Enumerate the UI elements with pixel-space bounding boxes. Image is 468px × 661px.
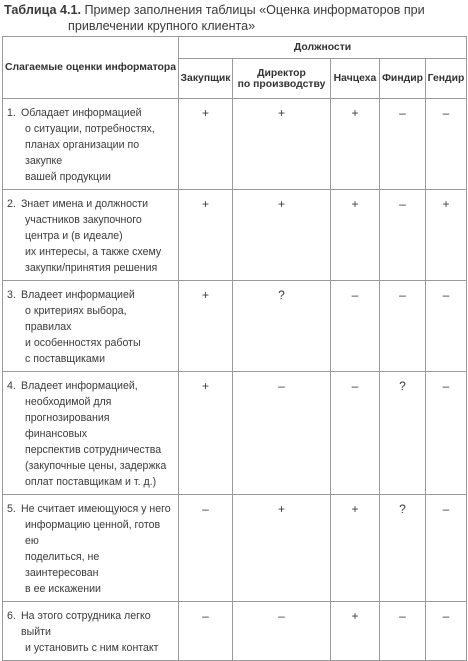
mark-cell bbox=[233, 495, 331, 602]
criterion-line: о ситуации, потребностях, bbox=[25, 123, 155, 135]
mark-cell bbox=[331, 281, 380, 372]
mark-symbol: – bbox=[442, 379, 450, 393]
mark-symbol: – bbox=[351, 379, 359, 393]
mark-cell bbox=[233, 372, 331, 495]
mark-symbol: – bbox=[399, 106, 406, 120]
caption-title-part-2: привлечении крупного клиента» bbox=[68, 19, 256, 33]
mark-cell bbox=[380, 372, 426, 495]
mark-cell bbox=[426, 281, 467, 372]
mark-symbol: – bbox=[399, 197, 406, 211]
mark-cell bbox=[380, 190, 426, 281]
criterion-cell bbox=[3, 281, 179, 372]
mark-cell bbox=[179, 602, 233, 661]
criterion-line: Владеет информацией bbox=[21, 289, 135, 301]
criterion-text bbox=[21, 608, 174, 656]
criterion-text bbox=[21, 378, 174, 490]
criterion-line: участников закупочного bbox=[25, 214, 142, 226]
criterion-line: оплат поставщикам и т. д.) bbox=[25, 476, 157, 488]
criterion-line: перспектив сотрудничества bbox=[25, 444, 162, 456]
mark-symbol: + bbox=[351, 609, 359, 623]
mark-symbol: – bbox=[442, 288, 450, 302]
mark-cell bbox=[331, 602, 380, 661]
criterion-number: 2. bbox=[7, 198, 16, 210]
table-row bbox=[3, 495, 467, 602]
criterion-text bbox=[21, 196, 174, 276]
criterion-number: 5. bbox=[7, 503, 16, 515]
position-header-nachtsekha: Начцеха bbox=[331, 59, 380, 99]
criterion-line: Обладает информацией bbox=[21, 107, 142, 119]
criterion-cell bbox=[3, 495, 179, 602]
caption-label: Таблица 4.1. bbox=[4, 3, 81, 17]
position-header-findir: Финдир bbox=[380, 59, 426, 99]
mark-symbol: – bbox=[202, 609, 209, 623]
mark-symbol: – bbox=[399, 609, 406, 623]
criterion-line: На этого сотрудника легко выйти bbox=[21, 610, 151, 638]
mark-cell bbox=[426, 372, 467, 495]
criterion-text bbox=[21, 501, 174, 597]
mark-symbol: – bbox=[442, 502, 450, 516]
table-row bbox=[3, 372, 467, 495]
criterion-line: с поставщиками bbox=[25, 353, 106, 365]
mark-symbol: + bbox=[201, 197, 209, 211]
mark-symbol: + bbox=[201, 106, 209, 120]
mark-symbol: + bbox=[201, 379, 209, 393]
criterion-text bbox=[21, 287, 174, 367]
criterion-line: закупки/принятия решения bbox=[25, 262, 158, 274]
mark-cell bbox=[233, 281, 331, 372]
informator-assessment-table bbox=[2, 36, 467, 661]
mark-cell bbox=[331, 495, 380, 602]
table-row bbox=[3, 281, 467, 372]
criterion-line: и установить с ним контакт bbox=[25, 642, 159, 654]
mark-cell bbox=[179, 495, 233, 602]
table-row bbox=[3, 99, 467, 190]
criterion-line: информацию ценной, готов ею bbox=[25, 519, 161, 547]
mark-cell bbox=[179, 190, 233, 281]
mark-cell bbox=[380, 281, 426, 372]
criterion-line: центра и (в идеале) bbox=[25, 230, 123, 242]
criterion-line: в ее искажении bbox=[25, 583, 101, 595]
criterion-number: 1. bbox=[7, 107, 16, 119]
criterion-number: 4. bbox=[7, 380, 16, 392]
mark-symbol: – bbox=[442, 609, 450, 623]
mark-symbol: – bbox=[278, 609, 285, 623]
table-row bbox=[3, 190, 467, 281]
mark-cell bbox=[331, 190, 380, 281]
mark-cell bbox=[426, 602, 467, 661]
table-row bbox=[3, 602, 467, 661]
criterion-cell bbox=[3, 190, 179, 281]
position-header-gendir: Гендир bbox=[426, 59, 467, 99]
mark-cell bbox=[426, 190, 467, 281]
mark-symbol: – bbox=[278, 379, 285, 393]
caption-line-1 bbox=[4, 2, 466, 18]
mark-cell bbox=[179, 99, 233, 190]
criterion-line: прогнозирования финансовых bbox=[25, 412, 110, 440]
mark-cell bbox=[426, 495, 467, 602]
criterion-line: их интересы, а также схему bbox=[25, 246, 162, 258]
criterion-cell bbox=[3, 99, 179, 190]
mark-cell bbox=[380, 495, 426, 602]
mark-symbol: + bbox=[351, 106, 359, 120]
mark-symbol: ? bbox=[399, 379, 406, 393]
criterion-line: планах организации по закупке bbox=[25, 139, 140, 167]
position-header-direktor bbox=[233, 59, 331, 99]
table-caption bbox=[4, 2, 466, 34]
criterion-text bbox=[21, 105, 174, 185]
position-header-direktor-line2: по производству bbox=[237, 78, 326, 90]
mark-cell bbox=[233, 602, 331, 661]
mark-symbol: + bbox=[351, 502, 359, 516]
criteria-column-header: Слагаемые оценки информатора bbox=[3, 37, 179, 99]
criterion-line: и особенностях работы bbox=[25, 337, 141, 349]
criterion-line: поделиться, не заинтересован bbox=[25, 551, 100, 579]
mark-symbol: – bbox=[399, 288, 406, 302]
criterion-line: вашей продукции bbox=[25, 171, 111, 183]
criterion-line: о критериях выбора, правилах bbox=[25, 305, 127, 333]
criterion-line: Не считает имеющуюся у него bbox=[21, 503, 171, 515]
criterion-number: 6. bbox=[7, 610, 16, 622]
position-header-zakupshchik: Закупщик bbox=[179, 59, 233, 99]
mark-symbol: + bbox=[277, 502, 285, 516]
positions-group-header: Должности bbox=[179, 37, 467, 59]
mark-symbol: + bbox=[277, 106, 285, 120]
criterion-line: Знает имена и должности bbox=[21, 198, 149, 210]
mark-symbol: – bbox=[202, 502, 209, 516]
mark-cell bbox=[331, 372, 380, 495]
mark-symbol: – bbox=[442, 106, 450, 120]
criterion-line: Владеет информацией, bbox=[21, 380, 138, 392]
mark-symbol: + bbox=[351, 197, 359, 211]
position-header-direktor-line1: Директор bbox=[257, 67, 306, 79]
criterion-line: необходимой для bbox=[25, 396, 112, 408]
mark-symbol: – bbox=[351, 288, 359, 302]
criterion-line: (закупочные цены, задержка bbox=[25, 460, 167, 472]
mark-cell bbox=[426, 99, 467, 190]
mark-cell bbox=[380, 602, 426, 661]
mark-cell bbox=[380, 99, 426, 190]
mark-cell bbox=[233, 99, 331, 190]
mark-symbol: ? bbox=[278, 288, 285, 302]
mark-cell bbox=[233, 190, 331, 281]
criterion-cell bbox=[3, 372, 179, 495]
mark-symbol: + bbox=[277, 197, 285, 211]
mark-symbol: + bbox=[442, 197, 450, 211]
mark-symbol: ? bbox=[399, 502, 406, 516]
criterion-cell bbox=[3, 602, 179, 661]
mark-cell bbox=[179, 372, 233, 495]
mark-cell bbox=[331, 99, 380, 190]
criterion-number: 3. bbox=[7, 289, 16, 301]
caption-title-part-1: Пример заполнения таблицы «Оценка информаторов при bbox=[84, 3, 425, 17]
mark-symbol: + bbox=[201, 288, 209, 302]
mark-cell bbox=[179, 281, 233, 372]
